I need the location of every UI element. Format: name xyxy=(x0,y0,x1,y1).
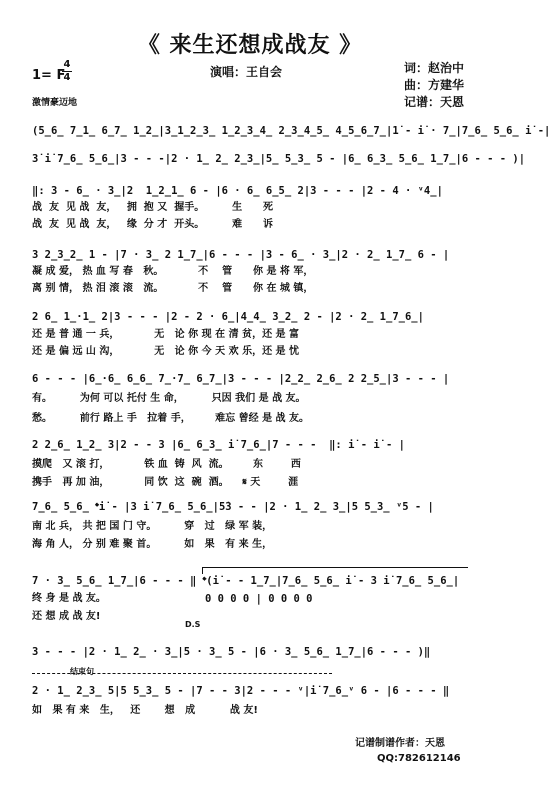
author-credit: 记谱制谱作者：天恩 xyxy=(355,738,445,749)
notation-line: 2 6̲ 1̲·1̲ 2|3 - - - |2 - 2 · 6̲|4̲4̲ 3̲2̲ 2 - |2 · 2̲ 1̲7̲6̲| xyxy=(32,311,424,323)
lyric-line: 有。 为何 可以 托付 生 命， 只因 我们 是 战 友。 xyxy=(32,393,306,404)
lyric-line: 战 友 见 战 友， 拥 抱 又 握手。 生 死 xyxy=(32,202,273,213)
lyric-line: 愁。 前行 路上 手 拉着 手， 难忘 曾经 是 战 友。 xyxy=(32,413,310,424)
ending-bracket xyxy=(202,567,468,574)
lyricist-credit: 词：赵治中 xyxy=(404,61,465,75)
time-signature xyxy=(62,60,72,83)
composer-credit: 曲：方建华 xyxy=(404,78,465,92)
lyric-line: 如 果 有 来 生， 还 想 成 战 友! xyxy=(32,705,258,716)
rest-line: 0 0 0 0 | 0 0 0 0 xyxy=(205,593,313,605)
notation-line: 3 2̲3̲2̲ 1 - |7 · 3̲ 2 1̲7̲|6 - - - |3 - 6̲ · 3̲|2 · 2̲ 1̲7̲ 6 - | xyxy=(32,249,450,261)
lyric-line: 南 北 兵， 共 把 国 门 守。 穿 过 绿 军 装， xyxy=(32,521,273,532)
notation-line: 3̇ i̇ 7̲6̲ 5̲6̲|3 - - -|2 · 1̲ 2̲ 2̲3̲|5̲ 5̲3̲ 5 - |6̲ 6̲3̲ 5̲6̲ 1̲7̲|6 - - - )| xyxy=(32,153,526,165)
lyric-line: 还 想 成 战 友! xyxy=(32,611,101,622)
lyric-line: 携手 再 加 油， 同 饮 这 碗 酒。 𝄋 天 涯 xyxy=(32,477,299,488)
lyric-line: 摸爬 又 滚 打， 铁 血 铸 风 流。 东 西 xyxy=(32,459,301,470)
time-signature-top: 4 xyxy=(63,59,71,70)
song-title: 《 来生还想成战友 》 xyxy=(137,33,363,58)
lyric-line: 还 是 普 通 一 兵， 无 论 你 现 在 清 贫，还 是 富 xyxy=(32,329,300,340)
notation-line: 7̲6̲ 5̲6̲ 𝄌i̇ - |3 i̇ 7̲6̲ 5̲6̲|5̇3 - - |2 · 1̲ 2̲ 3̲|5 5̲3̲ ᵛ5 - | xyxy=(32,501,434,513)
ds-marking: D.S xyxy=(185,620,201,629)
lyric-line: 凝 成 爱， 热 血 写 春 秋。 不 管 你 是 将 军， xyxy=(32,266,314,277)
lyric-line: 还 是 偏 远 山 沟， 无 论 你 今 天 欢 乐，还 是 忧 xyxy=(32,346,300,357)
qq-contact: QQ:782612146 xyxy=(377,753,461,764)
notation-line: (5̲6̲ 7̲1̲ 6̲7̲ 1̲2̲|3̲1̲2̲3̲ 1̲2̲3̲4̲ 2̲3̲4̲5̲ 4̲5̲6̲7̲|1̇ - i̇ · 7̲|7̲6̲ 5̲6̲ i̇ -| xyxy=(32,125,550,137)
notation-line: 7 · 3̲ 5̲6̲ 1̲7̲|6 - - - ‖ 𝄌(i̇ - - 1̲7̲|7̲6̲ 5̲6̲ i̇ - 3 i̇ 7̲6̲ 5̲6̲| xyxy=(32,575,460,587)
lyric-line: 海 角 人， 分 别 难 聚 首。 如 果 有 来 生， xyxy=(32,539,273,550)
transcriber-credit: 记谱：天恩 xyxy=(404,95,465,109)
lyric-line: 终 身 是 战 友。 xyxy=(32,593,106,604)
time-signature-bottom: 4 xyxy=(63,72,71,83)
lyric-line: 离 别 情， 热 泪 滚 滚 流。 不 管 你 在 城 镇， xyxy=(32,283,314,294)
footer-credits xyxy=(355,736,461,766)
notation-line: ‖: 3 - 6̲ · 3̲|2 1̲2̲1̲ 6 - |6 · 6̲ 6̲5̲ 2|3 - - - |2 - 4 · ᵛ4̲| xyxy=(32,185,443,197)
notation-line: 6 - - - |6̲·6̲ 6̲6̲ 7̲·7̲ 6̲7̲|3 - - - |2̲2̲ 2̲6̲ 2 2̲5̲|3 - - - | xyxy=(32,373,450,385)
tempo-marking: 激情豪迈地 xyxy=(32,98,78,108)
key-signature: 1= F xyxy=(32,68,66,83)
coda-label: 结束句 xyxy=(70,667,94,676)
lyric-line: 战 友 见 战 友， 缘 分 才 开头。 难 诉 xyxy=(32,219,273,230)
credits-block xyxy=(404,60,464,111)
singer-credit: 演唱：王自会 xyxy=(210,65,283,79)
notation-line: 3 - - - |2 · 1̲ 2̲ · 3̲|5 · 3̲ 5 - |6 · 3̲ 5̲6̲ 1̲7̲|6 - - - )‖ xyxy=(32,646,431,658)
notation-line: 2 · 1̲ 2̲3̲ 5|5 5̲3̲ 5 - |7 - - 3|2 - - - ᵛ|i̇ 7̲6̲ᵛ 6 - |6 - - - ‖ xyxy=(32,685,450,697)
notation-line: 2 2̲6̲ 1̲2̲ 3|2 - - 3 |6̲ 6̲3̲ i̇ 7̲6̲|7 - - - ‖: i̇ - i̇ - | xyxy=(32,439,405,451)
